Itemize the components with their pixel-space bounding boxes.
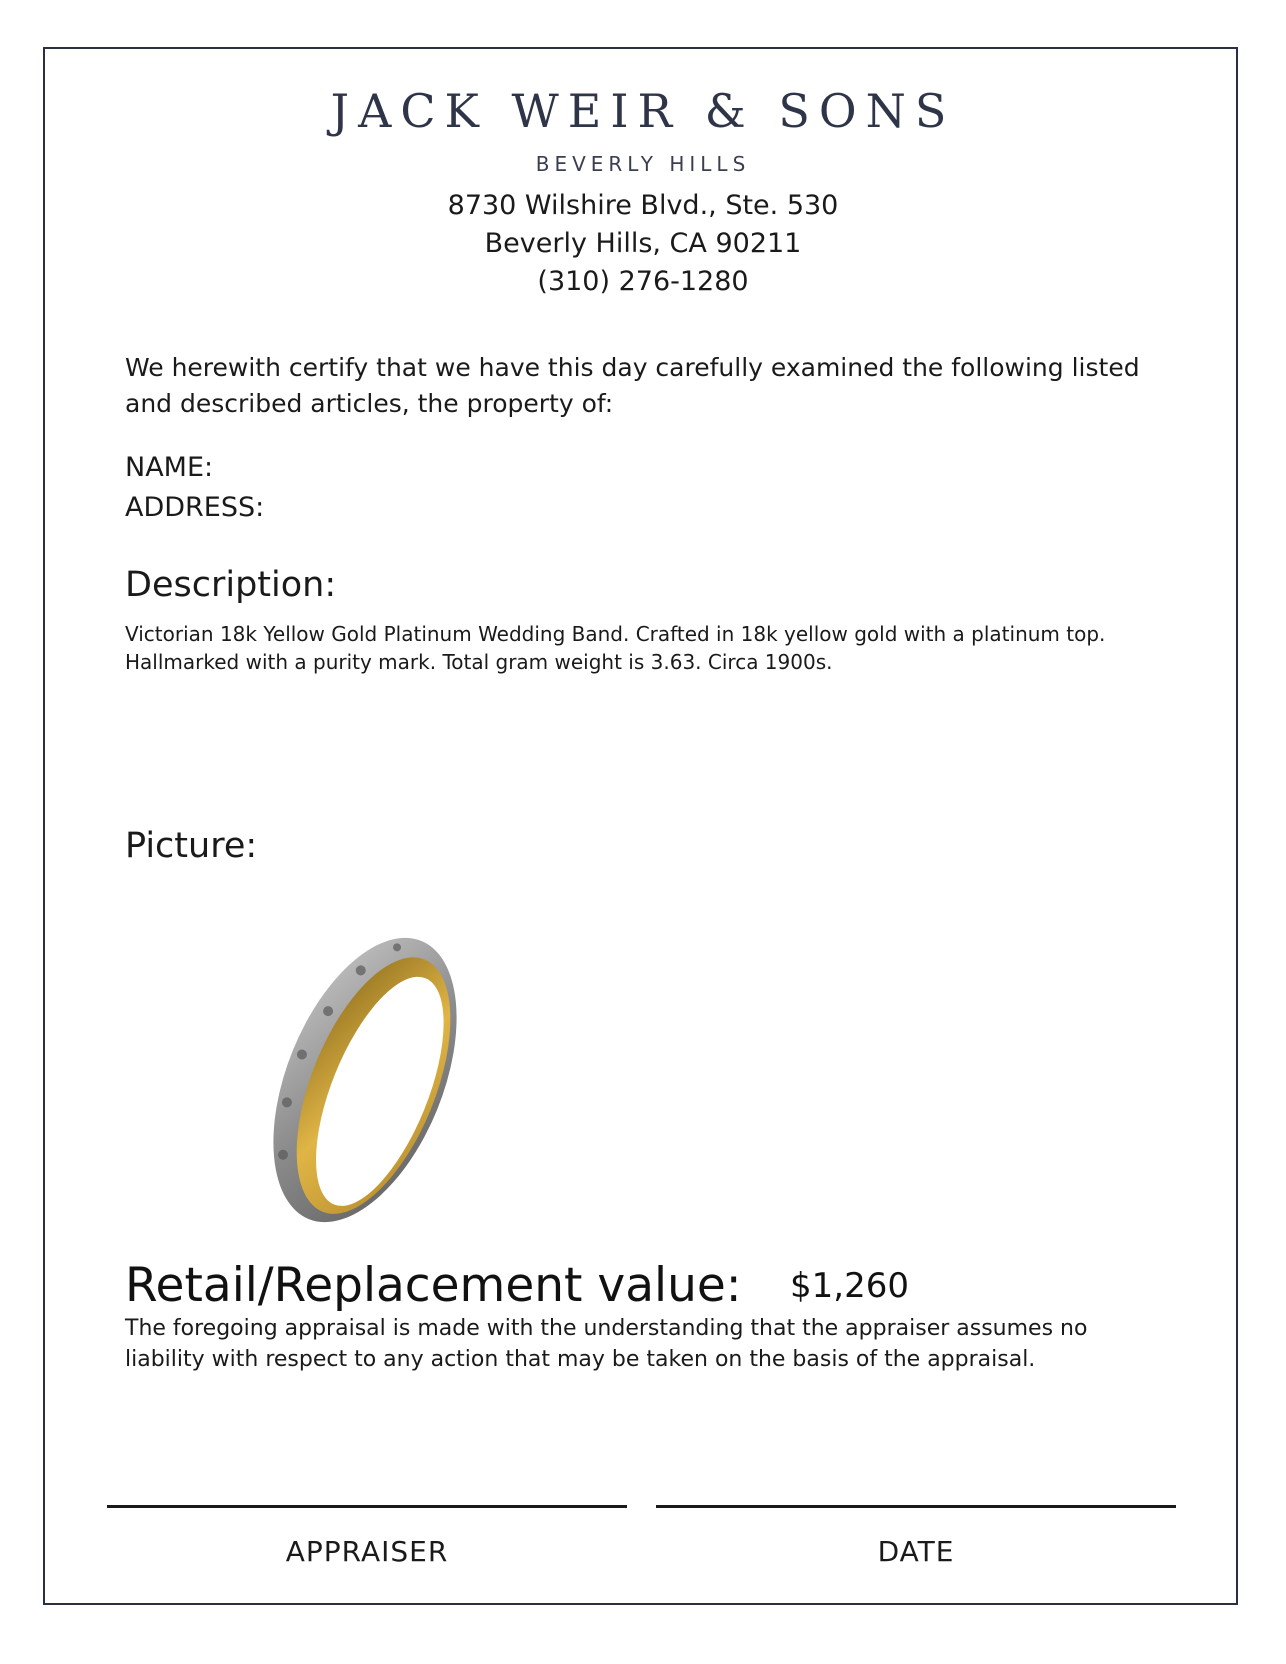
- description-heading: Description:: [125, 565, 337, 605]
- disclaimer-line-1: The foregoing appraisal is made with the understanding that the appraiser assumes no: [125, 1316, 1088, 1341]
- brand-location: BEVERLY HILLS: [535, 152, 751, 176]
- appraiser-signature-line: [107, 1505, 627, 1508]
- date-label: DATE: [877, 1535, 955, 1568]
- description-line-2: Hallmarked with a purity mark. Total gram weight is 3.63. Circa 1900s.: [125, 650, 833, 674]
- picture-heading: Picture:: [125, 826, 258, 866]
- name-label: NAME:: [125, 452, 214, 483]
- phone-number: (310) 276-1280: [537, 266, 749, 297]
- ring-image: [225, 920, 505, 1240]
- appraiser-label: APPRAISER: [285, 1535, 449, 1568]
- disclaimer-line-2: liability with respect to any action that may be taken on the basis of the appraisal.: [125, 1347, 1036, 1372]
- disclaimer: [125, 1313, 1185, 1375]
- date-signature-line: [656, 1505, 1176, 1508]
- brand-name: JACK WEIR & SONS: [330, 84, 956, 138]
- description-line-1: Victorian 18k Yellow Gold Platinum Wedding Band. Crafted in 18k yellow gold with a platinum top.: [125, 622, 1106, 646]
- address-line-2: Beverly Hills, CA 90211: [484, 228, 802, 259]
- address-label: ADDRESS:: [125, 492, 265, 523]
- certification-statement: We herewith certify that we have this day carefully examined the following listed and described articles, the property of:: [125, 353, 1140, 418]
- value-amount: $1,260: [790, 1266, 909, 1306]
- address-line-1: 8730 Wilshire Blvd., Ste. 530: [447, 190, 839, 221]
- value-label: Retail/Replacement value:: [125, 1258, 742, 1313]
